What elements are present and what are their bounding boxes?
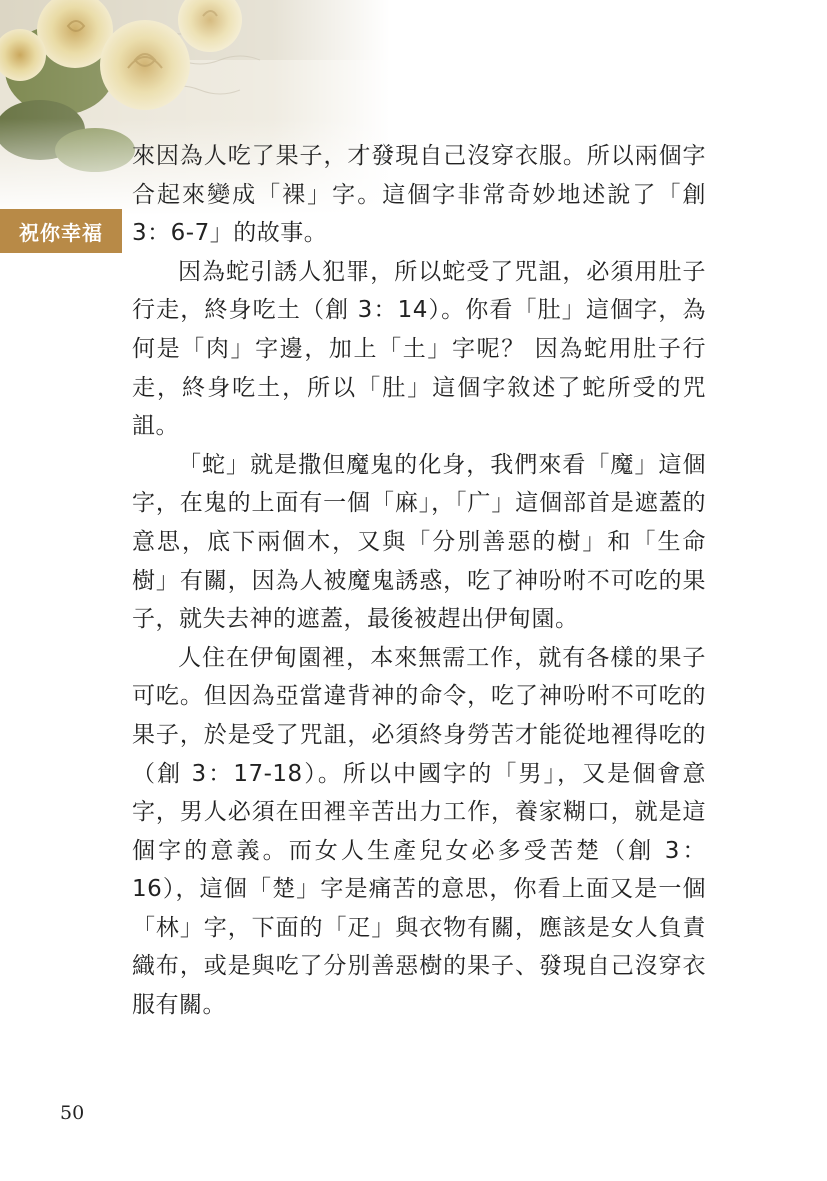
section-tab: [0, 209, 122, 253]
paragraph: 人住在伊甸園裡，本來無需工作，就有各樣的果子可吃。但因為亞當違背神的命令，吃了神吩咐不可吃的果子，於是受了咒詛，必須終身勞苦才能從地裡得吃的（創 3：17-18）。所以中國字的「男」，又是個會意字，男人必須在田裡辛苦出力工作，養家糊口，就是這個字的意義。而女人生產兒女必多受苦楚（創 3：16），這個「楚」字是痛苦的意思，你看上面又是一個「林」字，下面的「疋」與衣物有關，應該是女人負責織布，或是與吃了分別善惡樹的果子、發現自己沒穿衣服有關。: [132, 644, 706, 1019]
body-text: [132, 137, 706, 1025]
page-number: 50: [60, 1102, 85, 1124]
paragraph: 因為蛇引誘人犯罪，所以蛇受了咒詛，必須用肚子行走，終身吃土（創 3：14）。你看「肚」這個字，為何是「肉」字邊，加上「土」字呢？ 因為蛇用肚子行走，終身吃土，所以「肚」這個字敘述了蛇所受的咒詛。: [132, 258, 706, 440]
paragraph: 「蛇」就是撒但魔鬼的化身，我們來看「魔」這個字，在鬼的上面有一個「麻」，「广」這個部首是遮蓋的意思，底下兩個木，又與「分別善惡的樹」和「生命樹」有關，因為人被魔鬼誘惑，吃了神吩咐不可吃的果子，就失去神的遮蓋，最後被趕出伊甸園。: [132, 451, 706, 633]
section-tab-label: 祝你幸福: [19, 220, 103, 245]
paragraph: 來因為人吃了果子，才發現自己沒穿衣服。所以兩個字合起來變成「裸」字。這個字非常奇妙地述說了「創 3：6-7」的故事。: [132, 143, 706, 247]
